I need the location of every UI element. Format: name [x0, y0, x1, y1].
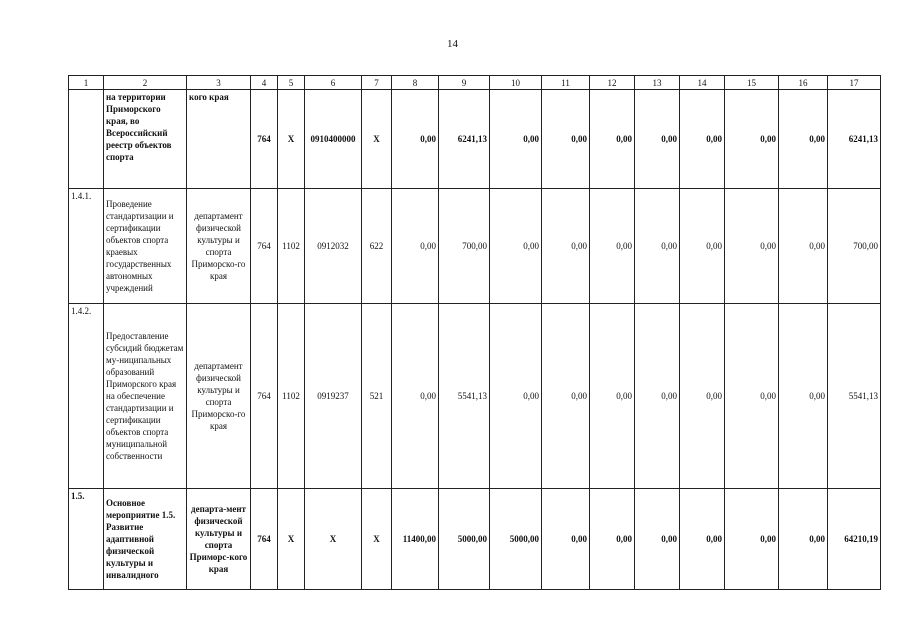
row-name: Проведение стандартизации и сертификации объектов спорта краевых государственных автономных учреждений — [104, 189, 187, 304]
row-code-5: X — [278, 489, 305, 590]
header-cell: 1 — [69, 76, 104, 90]
row-value-11: 0,00 — [542, 90, 590, 189]
row-value-13: 0,00 — [635, 189, 680, 304]
row-value-8: 11400,00 — [392, 489, 439, 590]
row-code-6: X — [305, 489, 362, 590]
row-value-16: 0,00 — [779, 189, 828, 304]
row-value-13: 0,00 — [635, 489, 680, 590]
row-value-15: 0,00 — [725, 189, 779, 304]
header-cell: 10 — [490, 76, 542, 90]
row-executor: кого края — [187, 90, 251, 189]
row-code-4: 764 — [251, 304, 278, 489]
row-value-17: 5541,13 — [828, 304, 881, 489]
row-value-11: 0,00 — [542, 189, 590, 304]
budget-table — [68, 75, 881, 590]
header-cell: 6 — [305, 76, 362, 90]
table-row — [69, 189, 881, 304]
header-cell: 5 — [278, 76, 305, 90]
row-code-5: 1102 — [278, 189, 305, 304]
row-code-5: 1102 — [278, 304, 305, 489]
row-value-10: 5000,00 — [490, 489, 542, 590]
row-name: Предоставление субсидий бюджетам му-ниципальных образований Приморского края на обеспечение стандартизации и сертификации объектов спорта муниципальной собственности — [104, 304, 187, 489]
header-cell: 11 — [542, 76, 590, 90]
row-code-4: 764 — [251, 90, 278, 189]
row-code-7: 521 — [362, 304, 392, 489]
row-code-7: X — [362, 489, 392, 590]
row-code-5: X — [278, 90, 305, 189]
row-executor: департа-мент физической культуры и спорта Приморс-кого края — [187, 489, 251, 590]
header-cell: 12 — [590, 76, 635, 90]
table-row — [69, 304, 881, 489]
row-value-12: 0,00 — [590, 304, 635, 489]
header-cell: 7 — [362, 76, 392, 90]
header-cell: 15 — [725, 76, 779, 90]
row-value-16: 0,00 — [779, 304, 828, 489]
row-number — [69, 90, 104, 189]
row-value-15: 0,00 — [725, 489, 779, 590]
row-value-17: 6241,13 — [828, 90, 881, 189]
row-name: Основное мероприятие 1.5. Развитие адаптивной физической культуры и инвалидного — [104, 489, 187, 590]
row-value-11: 0,00 — [542, 304, 590, 489]
row-value-17: 64210,19 — [828, 489, 881, 590]
row-value-14: 0,00 — [680, 489, 725, 590]
row-code-4: 764 — [251, 489, 278, 590]
page-number: 14 — [447, 38, 458, 50]
row-value-15: 0,00 — [725, 304, 779, 489]
row-value-13: 0,00 — [635, 304, 680, 489]
row-value-14: 0,00 — [680, 90, 725, 189]
table-header-row — [69, 76, 881, 90]
row-executor: департамент физической культуры и спорта Приморско-го края — [187, 304, 251, 489]
row-value-9: 5541,13 — [439, 304, 490, 489]
row-value-14: 0,00 — [680, 304, 725, 489]
row-value-12: 0,00 — [590, 90, 635, 189]
row-value-16: 0,00 — [779, 489, 828, 590]
row-number: 1.4.2. — [69, 304, 104, 489]
header-cell: 17 — [828, 76, 881, 90]
row-number: 1.5. — [69, 489, 104, 590]
row-value-10: 0,00 — [490, 90, 542, 189]
row-code-4: 764 — [251, 189, 278, 304]
row-value-10: 0,00 — [490, 304, 542, 489]
row-executor: департамент физической культуры и спорта Приморско-го края — [187, 189, 251, 304]
row-code-6: 0919237 — [305, 304, 362, 489]
table-row — [69, 489, 881, 590]
row-value-12: 0,00 — [590, 489, 635, 590]
row-value-9: 5000,00 — [439, 489, 490, 590]
row-code-7: X — [362, 90, 392, 189]
row-value-15: 0,00 — [725, 90, 779, 189]
header-cell: 4 — [251, 76, 278, 90]
row-code-7: 622 — [362, 189, 392, 304]
row-value-12: 0,00 — [590, 189, 635, 304]
row-value-8: 0,00 — [392, 189, 439, 304]
header-cell: 8 — [392, 76, 439, 90]
row-value-11: 0,00 — [542, 489, 590, 590]
row-value-13: 0,00 — [635, 90, 680, 189]
header-cell: 2 — [104, 76, 187, 90]
header-cell: 13 — [635, 76, 680, 90]
row-value-8: 0,00 — [392, 304, 439, 489]
row-value-17: 700,00 — [828, 189, 881, 304]
row-value-9: 6241,13 — [439, 90, 490, 189]
row-code-6: 0912032 — [305, 189, 362, 304]
table-row — [69, 90, 881, 189]
header-cell: 16 — [779, 76, 828, 90]
header-cell: 3 — [187, 76, 251, 90]
row-code-6: 0910400000 — [305, 90, 362, 189]
row-value-10: 0,00 — [490, 189, 542, 304]
header-cell: 14 — [680, 76, 725, 90]
row-name: на территории Приморского края, во Всероссийский реестр объектов спорта — [104, 90, 187, 189]
row-value-9: 700,00 — [439, 189, 490, 304]
row-value-8: 0,00 — [392, 90, 439, 189]
row-value-14: 0,00 — [680, 189, 725, 304]
header-cell: 9 — [439, 76, 490, 90]
row-number: 1.4.1. — [69, 189, 104, 304]
row-value-16: 0,00 — [779, 90, 828, 189]
